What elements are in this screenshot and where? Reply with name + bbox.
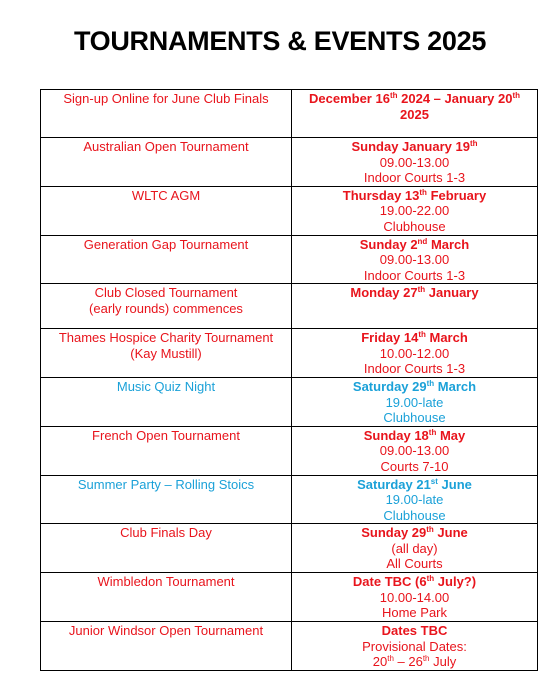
event-date-text: Saturday 21 <box>357 476 431 492</box>
events-table <box>40 89 538 671</box>
event-date-text: May <box>436 427 466 443</box>
event-name-cell <box>41 622 292 671</box>
event-details-cell <box>292 426 538 475</box>
event-date-text: Monday 27 <box>350 285 418 300</box>
event-row <box>41 622 538 671</box>
event-name-cell <box>41 186 292 235</box>
event-name-cell <box>41 284 292 329</box>
event-date-text: Dates TBC <box>381 623 448 638</box>
event-row <box>41 524 538 573</box>
event-name-cell <box>41 426 292 475</box>
event-time: 19.00-late <box>385 394 444 410</box>
event-date-ordinal: st <box>430 476 438 486</box>
event-row <box>41 475 538 524</box>
event-row <box>41 426 538 475</box>
event-details-cell <box>292 622 538 671</box>
event-venue: Indoor Courts 1-3 <box>363 267 466 283</box>
event-venue-text: 20 <box>372 654 388 669</box>
event-name-cell <box>41 524 292 573</box>
event-date-ordinal: th <box>426 525 434 534</box>
event-name-cell <box>41 475 292 524</box>
event-name: Generation Gap Tournament <box>83 236 249 252</box>
event-date-text: January <box>425 285 479 300</box>
event-name-cell <box>41 138 292 187</box>
event-venue-ordinal: th <box>422 654 430 663</box>
event-time: 19.00-late <box>385 492 444 507</box>
event-name: Australian Open Tournament <box>83 139 249 154</box>
event-subtitle: (Kay Mustill) <box>130 345 202 361</box>
event-details-cell <box>292 284 538 329</box>
event-date <box>296 91 533 122</box>
event-date <box>296 330 533 346</box>
event-details-cell <box>292 235 538 284</box>
event-date-text: Date TBC (6 <box>352 574 427 589</box>
event-date-text: 2025 <box>400 106 429 122</box>
event-time: 09.00-13.00 <box>379 443 450 458</box>
event-name: Wimbledon Tournament <box>97 574 235 589</box>
event-date <box>296 379 533 395</box>
event-name: Junior Windsor Open Tournament <box>68 623 264 638</box>
event-date <box>296 477 533 493</box>
event-row <box>41 284 538 329</box>
event-time: 19.00-22.00 <box>379 203 450 218</box>
event-date <box>296 574 533 590</box>
event-date-ordinal: th <box>426 574 435 583</box>
event-name: WLTC AGM <box>131 187 201 203</box>
event-date-text: 2024 – January 20 <box>397 91 513 106</box>
event-name-cell <box>41 329 292 378</box>
event-date-text: Sunday 18 <box>363 427 429 443</box>
event-date-text: June <box>433 525 468 540</box>
event-venue-text: – 26 <box>393 654 423 669</box>
event-date-ordinal: th <box>469 139 478 148</box>
event-time: Provisional Dates: <box>362 638 467 654</box>
event-date-ordinal: th <box>418 330 426 339</box>
event-row <box>41 329 538 378</box>
event-date-text: March <box>427 236 470 252</box>
event-time: (all day) <box>391 540 438 556</box>
event-date-text: June <box>437 476 472 492</box>
event-row <box>41 235 538 284</box>
event-date-text: Saturday 29 <box>352 379 427 394</box>
event-venue: Home Park <box>381 605 448 620</box>
event-name: French Open Tournament <box>92 427 240 443</box>
event-date-text: March <box>425 330 468 345</box>
event-venue: All Courts <box>386 556 443 571</box>
event-date-ordinal: th <box>389 91 398 100</box>
event-date-ordinal: th <box>512 91 520 100</box>
event-name-cell <box>41 235 292 284</box>
event-date-text: December 16 <box>309 91 390 106</box>
event-venue: Indoor Courts 1-3 <box>363 361 466 376</box>
event-date-ordinal: th <box>426 379 435 388</box>
event-row <box>41 138 538 187</box>
event-details-cell <box>292 573 538 622</box>
event-name: Sign-up Online for June Club Finals <box>63 91 269 106</box>
event-name: Club Closed Tournament <box>94 285 238 300</box>
event-details-cell <box>292 90 538 138</box>
event-name: Thames Hospice Charity Tournament <box>58 330 274 345</box>
event-date-text: Friday 14 <box>361 330 419 345</box>
event-venue: Courts 7-10 <box>380 458 449 474</box>
event-date-ordinal: th <box>428 427 437 437</box>
event-date-text: Sunday 29 <box>361 525 427 540</box>
event-date <box>296 623 533 639</box>
event-name-cell <box>41 90 292 138</box>
event-row <box>41 573 538 622</box>
event-name: Music Quiz Night <box>116 379 216 394</box>
event-date <box>296 139 533 155</box>
event-date <box>296 237 533 253</box>
event-row <box>41 90 538 138</box>
page-title: TOURNAMENTS & EVENTS 2025 <box>73 26 487 56</box>
event-row <box>41 186 538 235</box>
event-date <box>296 525 533 541</box>
event-venue: Indoor Courts 1-3 <box>363 170 466 185</box>
event-details-cell <box>292 475 538 524</box>
event-date-text: Sunday 2 <box>359 236 418 252</box>
event-details-cell <box>292 524 538 573</box>
event-venue-ordinal: th <box>387 654 394 663</box>
event-date <box>296 428 533 444</box>
event-date-text: February <box>426 187 487 203</box>
event-name: Club Finals Day <box>120 525 212 540</box>
event-date-ordinal: nd <box>417 236 428 246</box>
event-name-cell <box>41 573 292 622</box>
event-date <box>296 188 533 204</box>
event-time: 09.00-13.00 <box>379 154 450 170</box>
event-time: 10.00-14.00 <box>379 589 450 605</box>
event-date <box>296 285 533 301</box>
event-date-text: Thursday 13 <box>342 187 420 203</box>
event-venue: Clubhouse <box>383 410 446 425</box>
event-time: 10.00-12.00 <box>379 345 450 361</box>
event-date-ordinal: th <box>419 187 427 197</box>
event-details-cell <box>292 378 538 427</box>
event-venue <box>296 654 533 670</box>
event-name-cell <box>41 378 292 427</box>
event-venue: Clubhouse <box>383 218 446 234</box>
event-venue: Clubhouse <box>383 507 446 523</box>
event-details-cell <box>292 186 538 235</box>
event-venue-text: July <box>429 654 457 669</box>
event-date-text: July?) <box>434 574 477 589</box>
event-row <box>41 378 538 427</box>
event-subtitle: (early rounds) commences <box>89 300 243 316</box>
event-details-cell <box>292 329 538 378</box>
event-date-text: Sunday January 19 <box>351 139 470 154</box>
event-details-cell <box>292 138 538 187</box>
event-time: 09.00-13.00 <box>379 252 450 267</box>
event-date-ordinal: th <box>417 285 426 294</box>
event-name: Summer Party – Rolling Stoics <box>77 476 255 492</box>
event-date-text: March <box>434 379 477 394</box>
